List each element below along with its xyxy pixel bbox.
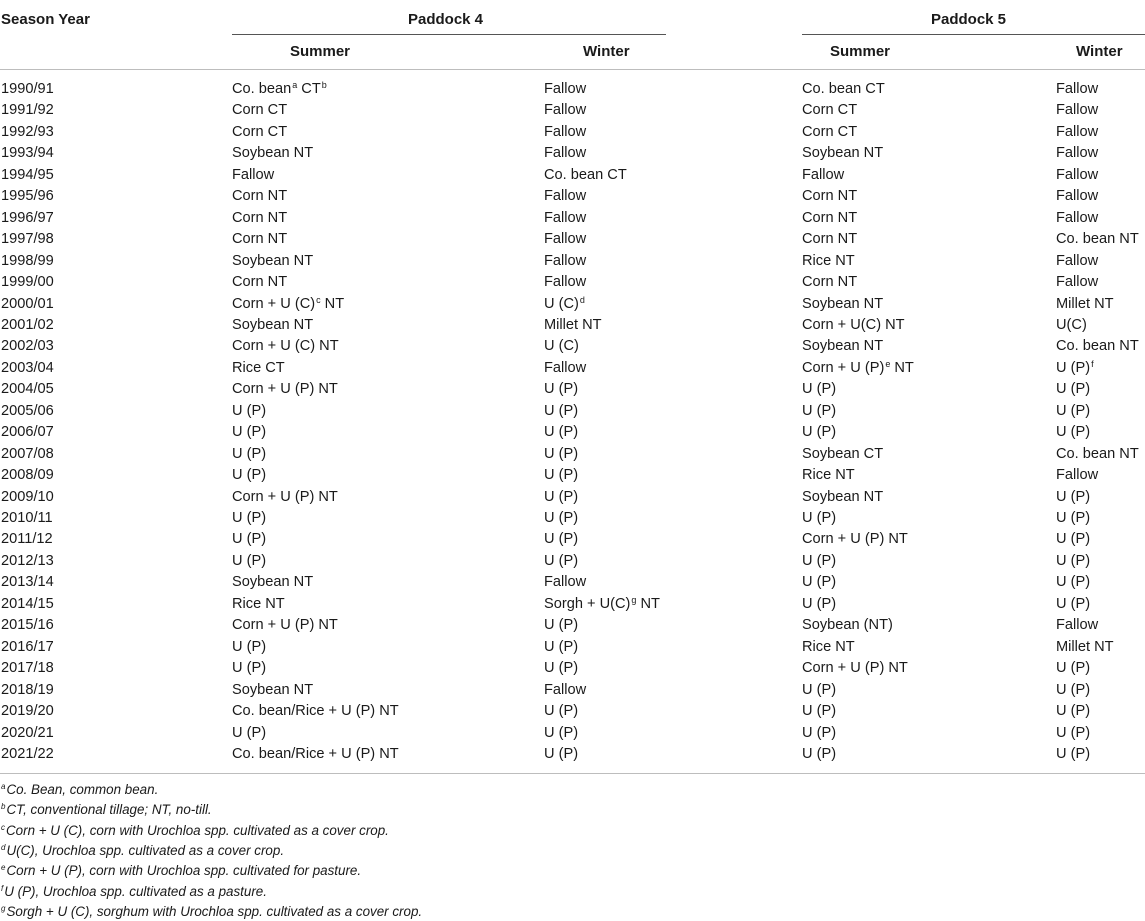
table-row <box>0 186 1145 207</box>
cell-text-part: Co. bean <box>232 81 292 97</box>
cell-paddock5-winter: U(C) <box>1056 316 1087 333</box>
footnote-mark: a <box>1 782 6 791</box>
cell-paddock4-winter: Fallow <box>544 681 587 698</box>
cell-paddock4-winter: U (P) <box>544 617 579 634</box>
cell-paddock4-summer: Co. bean/Rice + U (P) NT <box>232 703 399 720</box>
footnote-e <box>1 861 361 880</box>
cell-paddock4-summer: Corn + U (P) NT <box>232 617 338 634</box>
cell-paddock4-summer: Corn + U (C) NT <box>232 338 339 355</box>
table-row <box>0 358 1145 379</box>
cell-paddock4-winter: Fallow <box>544 188 587 205</box>
cell-season-year: 2019/20 <box>1 703 54 720</box>
cell-paddock5-summer: Soybean NT <box>802 295 884 312</box>
cell-paddock5-summer: Soybean NT <box>802 488 884 505</box>
cell-paddock4-summer: U (P) <box>232 510 267 526</box>
cell-paddock5-winter: Fallow <box>1056 209 1099 226</box>
cell-paddock5-summer: Soybean CT <box>802 445 884 462</box>
cell-paddock4-summer: Soybean NT <box>232 316 314 333</box>
cell-season-year: 2011/12 <box>1 531 53 548</box>
cell-paddock5-winter: U (P) <box>1056 595 1091 612</box>
cell-season-year: 2000/01 <box>1 295 54 312</box>
cell-season-year: 2020/21 <box>1 724 54 741</box>
cell-text-part: Corn + U (C) <box>232 295 316 312</box>
footnote-marker: f <box>1091 358 1094 369</box>
cell-season-year: 2014/15 <box>1 595 54 612</box>
cell-paddock5-winter: Fallow <box>1056 274 1099 291</box>
header-bottom-rule <box>0 69 1145 70</box>
cell-paddock5-summer: Rice NT <box>802 252 855 269</box>
footnote-marker: c <box>316 294 321 305</box>
cell-season-year: 2006/07 <box>1 424 54 441</box>
cell-paddock4-summer: Rice NT <box>232 595 285 612</box>
cell-paddock4-summer: Corn CT <box>232 123 288 140</box>
cell-paddock5-winter: Co. bean NT <box>1056 338 1139 355</box>
cell-paddock5-winter: U (P) <box>1056 381 1091 398</box>
cell-paddock5-winter: Co. bean NT <box>1056 231 1139 248</box>
cell-paddock4-summer: U (P) <box>232 531 267 548</box>
table-bottom-rule <box>0 773 1145 774</box>
cell-paddock4-winter: Fallow <box>544 574 587 591</box>
cell-season-year: 2017/18 <box>1 660 54 677</box>
table-row <box>0 165 1145 186</box>
footnote-text: U(C), Urochloa spp. cultivated as a cover crop. <box>6 842 285 858</box>
table-row <box>0 379 1145 400</box>
cell-paddock5-winter: Fallow <box>1056 81 1099 97</box>
footnote-mark: g <box>1 903 6 913</box>
table-row <box>0 637 1145 658</box>
cell-paddock4-winter: U (P) <box>544 402 579 419</box>
cell-paddock4-summer <box>232 79 327 100</box>
cell-paddock4-winter: U (C) <box>544 338 579 355</box>
cell-paddock5-winter: Fallow <box>1056 145 1099 162</box>
cell-paddock5-summer: U (P) <box>802 402 837 419</box>
cell-paddock4-summer: U (P) <box>232 467 267 484</box>
cell-paddock4-winter: Fallow <box>544 209 587 226</box>
table-row <box>0 208 1145 229</box>
cell-paddock5-summer: Corn + U (P) NT <box>802 660 908 677</box>
footnote-mark: b <box>1 802 6 812</box>
footnote-b <box>1 800 212 819</box>
cell-paddock5-summer: Corn + U(C) NT <box>802 316 905 333</box>
cell-paddock5-summer: Rice NT <box>802 467 855 484</box>
cell-season-year: 1993/94 <box>1 145 54 162</box>
cell-season-year: 2016/17 <box>1 638 54 655</box>
cell-paddock5-winter: U (P) <box>1056 745 1091 762</box>
table-row <box>0 615 1145 636</box>
cell-paddock5-summer: Soybean NT <box>802 338 884 355</box>
cell-paddock5-summer: Corn + U (P) NT <box>802 531 908 548</box>
cell-season-year: 1997/98 <box>1 231 54 248</box>
cell-paddock5-summer: U (P) <box>802 724 837 741</box>
cell-paddock5-winter: Fallow <box>1056 617 1099 634</box>
cell-paddock5-summer: U (P) <box>802 424 837 441</box>
cell-paddock5-summer: U (P) <box>802 595 837 612</box>
cell-paddock5-winter: Millet NT <box>1056 295 1114 312</box>
cell-paddock5-summer: U (P) <box>802 745 837 762</box>
cell-paddock4-summer: Rice CT <box>232 359 285 376</box>
cell-paddock5-winter: Fallow <box>1056 188 1099 205</box>
cell-paddock4-summer <box>232 294 344 315</box>
footnote-mark: c <box>1 822 5 832</box>
footnote-marker: e <box>885 358 891 369</box>
footnote-g <box>1 902 422 921</box>
cell-paddock5-summer: Corn CT <box>802 102 858 119</box>
cell-paddock5-summer: Corn NT <box>802 274 858 291</box>
cell-paddock4-summer: Soybean NT <box>232 681 314 698</box>
footnote-text: Co. Bean, common bean. <box>6 782 159 797</box>
cell-season-year: 2010/11 <box>1 510 53 526</box>
cell-paddock5-winter: Fallow <box>1056 252 1099 269</box>
footnote-text: Sorgh + U (C), sorghum with Urochloa spp. cultivated as a cover crop. <box>6 903 423 919</box>
cell-paddock4-winter: U (P) <box>544 381 579 398</box>
cell-text-part: Corn + U (P) <box>802 359 885 376</box>
cell-paddock4-summer: U (P) <box>232 402 267 419</box>
table-row <box>0 272 1145 293</box>
cell-paddock5-winter: U (P) <box>1056 424 1091 441</box>
table-row <box>0 294 1145 315</box>
cell-paddock5-summer: Soybean (NT) <box>802 617 893 634</box>
table-row <box>0 465 1145 486</box>
cell-season-year: 2007/08 <box>1 445 54 462</box>
cell-paddock4-summer: Corn NT <box>232 231 288 248</box>
cell-season-year: 2015/16 <box>1 617 54 634</box>
table-row <box>0 229 1145 250</box>
cell-season-year: 1992/93 <box>1 123 54 140</box>
cell-season-year: 2004/05 <box>1 381 54 398</box>
cell-season-year: 1991/92 <box>1 102 54 119</box>
cell-paddock4-winter: U (P) <box>544 531 579 548</box>
cell-season-year: 1998/99 <box>1 252 54 269</box>
cell-paddock5-winter: U (P) <box>1056 660 1091 677</box>
header-paddock-5: Paddock 5 <box>931 11 1007 28</box>
cell-text-part: U (C) <box>544 295 579 312</box>
cell-paddock4-summer: U (P) <box>232 660 267 677</box>
cell-paddock5-summer: Soybean NT <box>802 145 884 162</box>
cell-text-part: Sorgh + U(C) <box>544 595 631 612</box>
cell-season-year: 2021/22 <box>1 745 54 762</box>
cell-paddock4-winter: U (P) <box>544 703 579 720</box>
header-p5-summer: Summer <box>830 43 891 60</box>
cell-paddock4-summer: Corn + U (P) NT <box>232 381 338 398</box>
cell-paddock4-winter: Fallow <box>544 252 587 269</box>
cell-paddock4-summer: Soybean NT <box>232 145 314 162</box>
cell-paddock5-winter: U (P) <box>1056 724 1091 741</box>
table-row <box>0 701 1145 722</box>
cell-paddock5-summer: Co. bean CT <box>802 81 885 97</box>
table-row <box>0 594 1145 615</box>
cell-season-year: 2008/09 <box>1 467 54 484</box>
footnote-marker: g <box>631 594 637 605</box>
cell-paddock4-summer: Fallow <box>232 166 275 183</box>
footnote-mark: f <box>1 883 4 893</box>
cell-paddock5-summer: U (P) <box>802 381 837 398</box>
cell-paddock5-winter: U (P) <box>1056 703 1091 720</box>
cell-paddock5-winter: U (P) <box>1056 552 1091 569</box>
table-row <box>0 444 1145 465</box>
cell-paddock5-summer: Corn NT <box>802 209 858 226</box>
cell-paddock5-summer: Corn NT <box>802 188 858 205</box>
cell-season-year: 1990/91 <box>1 81 54 97</box>
paddock-4-underline <box>232 34 666 35</box>
table-row <box>0 551 1145 572</box>
cell-paddock4-winter: U (P) <box>544 552 579 569</box>
cell-season-year: 2005/06 <box>1 402 54 419</box>
table-row <box>0 744 1145 765</box>
cell-paddock4-winter: Fallow <box>544 145 587 162</box>
cell-season-year: 2001/02 <box>1 316 54 333</box>
header-paddock-4: Paddock 4 <box>408 11 484 28</box>
cell-paddock5-summer: Corn NT <box>802 231 858 248</box>
cell-paddock4-winter: Fallow <box>544 359 587 376</box>
cell-paddock5-winter: Fallow <box>1056 102 1099 119</box>
cell-paddock4-winter: Millet NT <box>544 316 602 333</box>
table-row <box>0 251 1145 272</box>
cell-paddock4-winter: U (P) <box>544 638 579 655</box>
footnote-a <box>1 780 158 799</box>
footnote-marker: d <box>579 294 585 305</box>
cell-paddock4-winter: U (P) <box>544 510 579 526</box>
cell-paddock4-winter: U (P) <box>544 445 579 462</box>
paddock-5-underline <box>802 34 1145 35</box>
header-p5-winter: Winter <box>1076 43 1123 60</box>
footnote-mark: d <box>1 842 6 852</box>
cell-paddock4-summer: Co. bean/Rice + U (P) NT <box>232 745 399 762</box>
cell-paddock5-winter: Fallow <box>1056 123 1099 140</box>
cell-paddock4-winter <box>544 594 660 615</box>
cell-paddock5-summer: U (P) <box>802 681 837 698</box>
table-row <box>0 315 1145 336</box>
footnote-f <box>1 882 267 901</box>
cell-text-part: NT <box>890 359 914 376</box>
cell-paddock4-winter: U (P) <box>544 660 579 677</box>
cell-season-year: 2018/19 <box>1 681 54 698</box>
cell-paddock4-summer: Soybean NT <box>232 252 314 269</box>
cell-season-year: 2013/14 <box>1 574 54 591</box>
cell-paddock5-summer: Fallow <box>802 166 845 183</box>
table-row <box>0 658 1145 679</box>
cell-paddock4-winter <box>544 294 585 315</box>
cell-paddock5-summer <box>802 358 914 379</box>
cell-text-part: NT <box>320 295 345 312</box>
table-row <box>0 143 1145 164</box>
table-row <box>0 336 1145 357</box>
cell-paddock4-summer: Corn NT <box>232 274 288 291</box>
cell-season-year: 2012/13 <box>1 552 54 569</box>
cell-paddock5-winter: U (P) <box>1056 402 1091 419</box>
cell-paddock4-summer: U (P) <box>232 552 267 569</box>
cell-paddock4-summer: Corn CT <box>232 102 288 119</box>
footnote-text: Corn + U (P), corn with Urochloa spp. cultivated for pasture. <box>6 863 362 879</box>
cell-paddock4-summer: Corn NT <box>232 188 288 205</box>
cell-paddock4-winter: Co. bean CT <box>544 166 627 183</box>
table-row <box>0 422 1145 443</box>
cell-paddock4-summer: U (P) <box>232 424 267 441</box>
cell-season-year: 2009/10 <box>1 488 54 505</box>
cell-paddock5-winter <box>1056 358 1094 379</box>
table-row <box>0 122 1145 143</box>
footnote-text: CT, conventional tillage; NT, no-till. <box>6 802 212 818</box>
cell-paddock5-summer: U (P) <box>802 552 837 569</box>
cell-season-year: 1994/95 <box>1 166 54 183</box>
footnote-text: Corn + U (C), corn with Urochloa spp. cultivated as a cover crop. <box>6 822 389 838</box>
cell-paddock4-winter: U (P) <box>544 724 579 741</box>
table-row <box>0 508 1145 529</box>
footnote-d <box>1 841 284 860</box>
cell-paddock4-winter: Fallow <box>544 231 587 248</box>
cell-paddock4-summer: Corn + U (P) NT <box>232 488 338 505</box>
cell-paddock5-summer: Corn CT <box>802 123 858 140</box>
footnote-mark: e <box>1 863 6 873</box>
cell-paddock5-winter: U (P) <box>1056 574 1091 591</box>
header-season-year: Season Year <box>1 11 90 28</box>
cell-paddock4-winter: U (P) <box>544 467 579 484</box>
cell-paddock4-summer: U (P) <box>232 638 267 655</box>
cell-paddock5-winter: U (P) <box>1056 510 1091 526</box>
cell-text-part: U (P) <box>1056 359 1091 376</box>
cell-season-year: 2003/04 <box>1 359 54 376</box>
table-row <box>0 100 1145 121</box>
cell-paddock5-winter: Co. bean NT <box>1056 445 1139 462</box>
cell-season-year: 1999/00 <box>1 274 54 291</box>
header-p4-winter: Winter <box>583 43 630 60</box>
footnote-text: U (P), Urochloa spp. cultivated as a pasture. <box>4 883 267 899</box>
cell-paddock4-winter: U (P) <box>544 488 579 505</box>
cell-paddock4-winter: Fallow <box>544 81 587 97</box>
table-row <box>0 529 1145 550</box>
table-row <box>0 723 1145 744</box>
cell-paddock5-summer: U (P) <box>802 703 837 720</box>
cell-season-year: 1995/96 <box>1 188 54 205</box>
cell-paddock5-winter: U (P) <box>1056 488 1091 505</box>
table-row <box>0 680 1145 701</box>
cell-paddock4-winter: Fallow <box>544 123 587 140</box>
cell-season-year: 2002/03 <box>1 338 54 355</box>
cell-paddock5-summer: U (P) <box>802 510 837 526</box>
cell-paddock4-winter: U (P) <box>544 745 579 762</box>
cell-paddock4-winter: U (P) <box>544 424 579 441</box>
cell-paddock5-winter: U (P) <box>1056 531 1091 548</box>
footnote-marker: a <box>292 80 298 90</box>
footnote-c <box>1 821 389 840</box>
cell-paddock4-winter: Fallow <box>544 274 587 291</box>
cell-paddock5-winter: Millet NT <box>1056 638 1114 655</box>
footnote-marker: b <box>321 80 327 90</box>
cell-text-part: NT <box>636 595 660 612</box>
cell-paddock5-summer: U (P) <box>802 574 837 591</box>
cell-paddock5-winter: Fallow <box>1056 166 1099 183</box>
table-row <box>0 487 1145 508</box>
cell-paddock4-summer: U (P) <box>232 724 267 741</box>
cell-paddock5-winter: Fallow <box>1056 467 1099 484</box>
cell-paddock5-summer: Rice NT <box>802 638 855 655</box>
header-p4-summer: Summer <box>290 43 351 60</box>
cell-paddock4-summer: Corn NT <box>232 209 288 226</box>
cell-paddock4-summer: Soybean NT <box>232 574 314 591</box>
table-row <box>0 401 1145 422</box>
cell-paddock4-summer: U (P) <box>232 445 267 462</box>
cell-season-year: 1996/97 <box>1 209 54 226</box>
table-row <box>0 572 1145 593</box>
table-row <box>0 79 1145 100</box>
cell-text-part: CT <box>297 81 321 97</box>
cell-paddock4-winter: Fallow <box>544 102 587 119</box>
cell-paddock5-winter: U (P) <box>1056 681 1091 698</box>
